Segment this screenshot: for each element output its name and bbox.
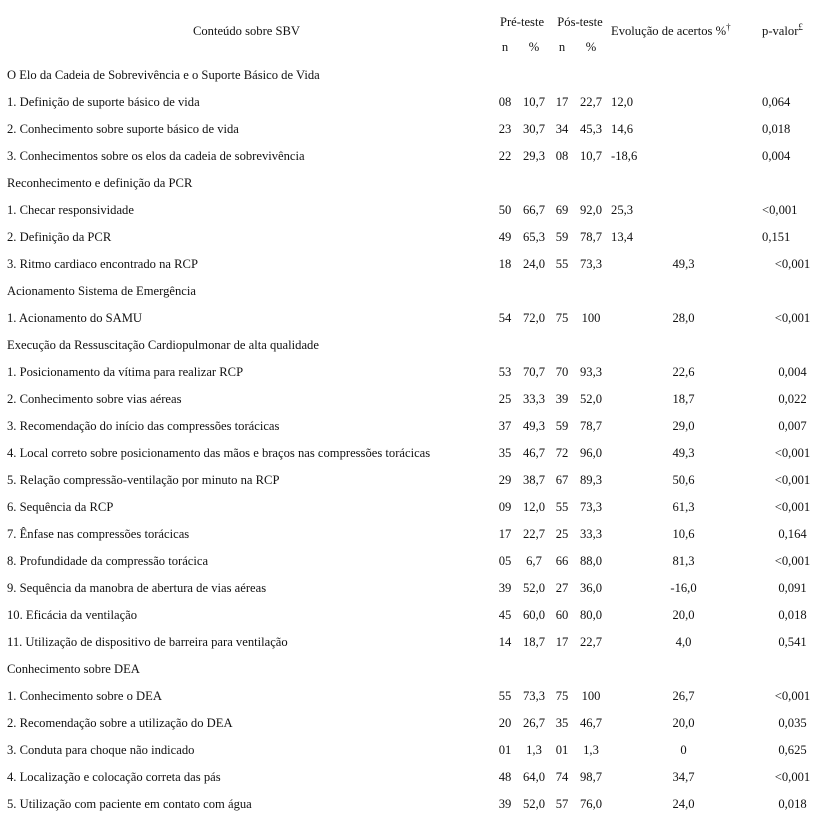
header-pos-n: n	[558, 39, 566, 54]
item-label: 2. Recomendação sobre a utilização do DEA	[7, 716, 233, 731]
pos-teste-pct: 36,0	[579, 581, 603, 596]
pre-teste-pct: 6,7	[526, 554, 542, 569]
pos-teste-n: 39	[555, 392, 569, 407]
pre-teste-n: 35	[498, 446, 512, 461]
p-valor: 0,022	[778, 392, 807, 407]
table-row	[0, 386, 819, 413]
header-pos-teste: Pós-teste	[557, 15, 603, 30]
table-row	[0, 764, 819, 791]
pos-teste-n: 27	[555, 581, 569, 596]
p-valor: <0,001	[774, 770, 811, 785]
p-valor: 0,091	[778, 581, 807, 596]
pos-teste-pct: 80,0	[579, 608, 603, 623]
pre-teste-n: 29	[498, 473, 512, 488]
p-valor: 0,018	[778, 608, 807, 623]
pre-teste-pct: 12,0	[522, 500, 546, 515]
pre-teste-n: 25	[498, 392, 512, 407]
pre-teste-pct: 65,3	[522, 230, 546, 245]
pos-teste-n: 17	[555, 95, 569, 110]
pos-teste-pct: 89,3	[579, 473, 603, 488]
p-valor: <0,001	[774, 311, 811, 326]
pre-teste-n: 49	[498, 230, 512, 245]
pos-teste-pct: 88,0	[579, 554, 603, 569]
section-title: Acionamento Sistema de Emergência	[7, 284, 196, 299]
table-row	[0, 683, 819, 710]
item-label: 9. Sequência da manobra de abertura de vias aéreas	[7, 581, 267, 596]
p-valor: <0,001	[774, 446, 811, 461]
p-valor: <0,001	[774, 473, 811, 488]
pre-teste-n: 48	[498, 770, 512, 785]
header-evolucao-label: Evolução de acertos %	[611, 23, 727, 38]
header-p-valor-label: p-valor	[762, 23, 799, 38]
evolucao-acertos: 20,0	[672, 608, 695, 623]
pos-teste-n: 60	[555, 608, 569, 623]
evolucao-acertos: 26,7	[672, 689, 695, 704]
pre-teste-pct: 26,7	[522, 716, 546, 731]
pre-teste-n: 53	[498, 365, 512, 380]
item-label: 1. Definição de suporte básico de vida	[7, 95, 200, 110]
item-label: 1. Posicionamento da vítima para realizar RCP	[7, 365, 244, 380]
item-label: 4. Local correto sobre posicionamento das mãos e braços nas compressões torácicas	[7, 446, 431, 461]
table-row	[0, 305, 819, 332]
header-p-valor	[758, 0, 819, 62]
pos-teste-pct: 78,7	[579, 230, 603, 245]
p-valor: 0,004	[762, 149, 791, 164]
pos-teste-pct: 33,3	[579, 527, 603, 542]
item-label: 5. Utilização com paciente em contato com água	[7, 797, 252, 812]
pre-teste-pct: 64,0	[522, 770, 546, 785]
pos-teste-pct: 73,3	[579, 500, 603, 515]
item-label: 8. Profundidade da compressão torácica	[7, 554, 209, 569]
table-row	[0, 251, 819, 278]
pre-teste-n: 37	[498, 419, 512, 434]
item-label: 6. Sequência da RCP	[7, 500, 114, 515]
pre-teste-pct: 30,7	[522, 122, 546, 137]
pre-teste-n: 09	[498, 500, 512, 515]
pos-teste-n: 08	[555, 149, 569, 164]
evolucao-acertos: 20,0	[672, 716, 695, 731]
section-row	[0, 656, 819, 683]
section-title: Reconhecimento e definição da PCR	[7, 176, 193, 191]
p-valor: 0,035	[778, 716, 807, 731]
pos-teste-n: 75	[555, 689, 569, 704]
pre-teste-pct: 46,7	[522, 446, 546, 461]
pos-teste-pct: 10,7	[579, 149, 603, 164]
pre-teste-pct: 73,3	[522, 689, 546, 704]
evolucao-acertos: 24,0	[672, 797, 695, 812]
evolucao-acertos: 25,3	[611, 203, 634, 218]
pre-teste-pct: 70,7	[522, 365, 546, 380]
p-valor: 0,541	[778, 635, 807, 650]
pre-teste-n: 18	[498, 257, 512, 272]
table-row	[0, 143, 819, 170]
item-label: 1. Checar responsividade	[7, 203, 134, 218]
header-content: Conteúdo sobre SBV	[192, 23, 301, 38]
item-label: 3. Ritmo cardiaco encontrado na RCP	[7, 257, 198, 272]
pre-teste-pct: 18,7	[522, 635, 546, 650]
evolucao-acertos: 22,6	[672, 365, 695, 380]
section-title: Execução da Ressuscitação Cardiopulmonar de alta qualidade	[7, 338, 319, 353]
section-title: O Elo da Cadeia de Sobrevivência e o Suporte Básico de Vida	[7, 68, 320, 83]
item-label: 3. Conduta para choque não indicado	[7, 743, 195, 758]
p-valor: <0,001	[774, 500, 811, 515]
table-row	[0, 224, 819, 251]
pre-teste-n: 54	[498, 311, 512, 326]
section-row	[0, 62, 819, 89]
table-row	[0, 359, 819, 386]
pre-teste-pct: 49,3	[522, 419, 546, 434]
item-label: 2. Conhecimento sobre suporte básico de vida	[7, 122, 239, 137]
table-header	[0, 0, 819, 62]
item-label: 2. Definição da PCR	[7, 230, 112, 245]
table-row	[0, 197, 819, 224]
table-row	[0, 494, 819, 521]
pos-teste-pct: 100	[581, 689, 601, 704]
p-valor: 0,164	[778, 527, 807, 542]
evolucao-acertos: 18,7	[672, 392, 695, 407]
table-row	[0, 629, 819, 656]
pre-teste-pct: 33,3	[522, 392, 546, 407]
pos-teste-pct: 45,3	[579, 122, 603, 137]
header-evolucao-footnote-mark: †	[726, 21, 731, 32]
pos-teste-pct: 98,7	[579, 770, 603, 785]
pre-teste-n: 14	[498, 635, 512, 650]
p-valor: 0,625	[778, 743, 807, 758]
pre-teste-pct: 38,7	[522, 473, 546, 488]
pos-teste-n: 74	[555, 770, 569, 785]
p-valor: 0,007	[778, 419, 807, 434]
section-row	[0, 278, 819, 305]
pos-teste-pct: 93,3	[579, 365, 603, 380]
evolucao-acertos: 81,3	[672, 554, 695, 569]
table-row	[0, 467, 819, 494]
evolucao-acertos: 28,0	[672, 311, 695, 326]
table-row	[0, 440, 819, 467]
p-valor: 0,018	[778, 797, 807, 812]
header-pre-pct: %	[528, 39, 540, 54]
table-row	[0, 413, 819, 440]
item-label: 10. Eficácia da ventilação	[7, 608, 138, 623]
pre-teste-pct: 22,7	[522, 527, 546, 542]
pos-teste-pct: 52,0	[579, 392, 603, 407]
table-row	[0, 791, 819, 818]
pos-teste-pct: 100	[581, 311, 601, 326]
pos-teste-n: 70	[555, 365, 569, 380]
section-title: Conhecimento sobre DEA	[7, 662, 140, 677]
p-valor: <0,001	[774, 689, 811, 704]
pre-teste-pct: 66,7	[522, 203, 546, 218]
pre-teste-n: 45	[498, 608, 512, 623]
pos-teste-n: 57	[555, 797, 569, 812]
table-body	[0, 62, 819, 818]
pre-teste-pct: 52,0	[522, 581, 546, 596]
pre-teste-n: 05	[498, 554, 512, 569]
header-pre-teste: Pré-teste	[499, 15, 545, 30]
section-row	[0, 332, 819, 359]
item-label: 3. Recomendação do início das compressões torácicas	[7, 419, 280, 434]
pos-teste-pct: 22,7	[579, 635, 603, 650]
evolucao-acertos: -16,0	[670, 581, 697, 596]
section-row	[0, 170, 819, 197]
pos-teste-n: 35	[555, 716, 569, 731]
evolucao-acertos: 10,6	[672, 527, 695, 542]
table-row	[0, 521, 819, 548]
item-label: 1. Acionamento do SAMU	[7, 311, 143, 326]
pos-teste-pct: 46,7	[579, 716, 603, 731]
evolucao-acertos: 49,3	[672, 257, 695, 272]
item-label: 5. Relação compressão-ventilação por minuto na RCP	[7, 473, 280, 488]
pre-teste-pct: 1,3	[526, 743, 542, 758]
pre-teste-pct: 60,0	[522, 608, 546, 623]
pos-teste-n: 67	[555, 473, 569, 488]
pos-teste-n: 69	[555, 203, 569, 218]
item-label: 2. Conhecimento sobre vias aéreas	[7, 392, 182, 407]
evolucao-acertos: 50,6	[672, 473, 695, 488]
table-row	[0, 548, 819, 575]
pre-teste-n: 22	[498, 149, 512, 164]
pos-teste-n: 72	[555, 446, 569, 461]
evolucao-acertos: 0	[680, 743, 687, 758]
p-valor: 0,004	[778, 365, 807, 380]
evolucao-acertos: 29,0	[672, 419, 695, 434]
pre-teste-pct: 52,0	[522, 797, 546, 812]
p-valor: <0,001	[762, 203, 798, 218]
pos-teste-n: 55	[555, 500, 569, 515]
pos-teste-pct: 22,7	[579, 95, 603, 110]
pos-teste-pct: 96,0	[579, 446, 603, 461]
table-row	[0, 710, 819, 737]
table-row	[0, 89, 819, 116]
pos-teste-n: 75	[555, 311, 569, 326]
p-valor: 0,064	[762, 95, 791, 110]
evolucao-acertos: 34,7	[672, 770, 695, 785]
evolucao-acertos: 14,6	[611, 122, 634, 137]
item-label: 4. Localização e colocação correta das pás	[7, 770, 221, 785]
item-label: 7. Ênfase nas compressões torácicas	[7, 527, 190, 542]
item-label: 11. Utilização de dispositivo de barreira para ventilação	[7, 635, 288, 650]
pos-teste-pct: 76,0	[579, 797, 603, 812]
pos-teste-n: 59	[555, 230, 569, 245]
pre-teste-n: 17	[498, 527, 512, 542]
item-label: 1. Conhecimento sobre o DEA	[7, 689, 162, 704]
p-valor: 0,151	[762, 230, 791, 245]
header-pos-pct: %	[585, 39, 597, 54]
header-evolucao	[609, 0, 758, 62]
pos-teste-pct: 1,3	[583, 743, 599, 758]
pos-teste-n: 59	[555, 419, 569, 434]
pre-teste-pct: 10,7	[522, 95, 546, 110]
pos-teste-n: 25	[555, 527, 569, 542]
pre-teste-pct: 24,0	[522, 257, 546, 272]
p-valor: <0,001	[774, 257, 811, 272]
evolucao-acertos: 13,4	[611, 230, 634, 245]
pos-teste-pct: 73,3	[579, 257, 603, 272]
pre-teste-n: 39	[498, 581, 512, 596]
pre-teste-n: 39	[498, 797, 512, 812]
evolucao-acertos: 61,3	[672, 500, 695, 515]
evolucao-acertos: 4,0	[675, 635, 692, 650]
p-valor: <0,001	[774, 554, 811, 569]
header-p-valor-footnote-mark: £	[798, 21, 803, 32]
pre-teste-n: 55	[498, 689, 512, 704]
pos-teste-pct: 78,7	[579, 419, 603, 434]
pos-teste-n: 01	[555, 743, 569, 758]
pos-teste-n: 66	[555, 554, 569, 569]
pre-teste-n: 50	[498, 203, 512, 218]
pos-teste-n: 55	[555, 257, 569, 272]
pre-teste-pct: 72,0	[522, 311, 546, 326]
pos-teste-pct: 92,0	[579, 203, 603, 218]
evolucao-acertos: 49,3	[672, 446, 695, 461]
pre-teste-n: 20	[498, 716, 512, 731]
pre-teste-n: 08	[498, 95, 512, 110]
item-label: 3. Conhecimentos sobre os elos da cadeia de sobrevivência	[7, 149, 305, 164]
pre-teste-n: 23	[498, 122, 512, 137]
evolucao-acertos: 12,0	[611, 95, 634, 110]
table-row	[0, 575, 819, 602]
pre-teste-pct: 29,3	[522, 149, 546, 164]
pos-teste-n: 34	[555, 122, 569, 137]
table-row	[0, 602, 819, 629]
header-pre-n: n	[501, 39, 509, 54]
table-row	[0, 116, 819, 143]
evolucao-acertos: -18,6	[611, 149, 638, 164]
pre-teste-n: 01	[498, 743, 512, 758]
p-valor: 0,018	[762, 122, 791, 137]
pos-teste-n: 17	[555, 635, 569, 650]
table-row	[0, 737, 819, 764]
